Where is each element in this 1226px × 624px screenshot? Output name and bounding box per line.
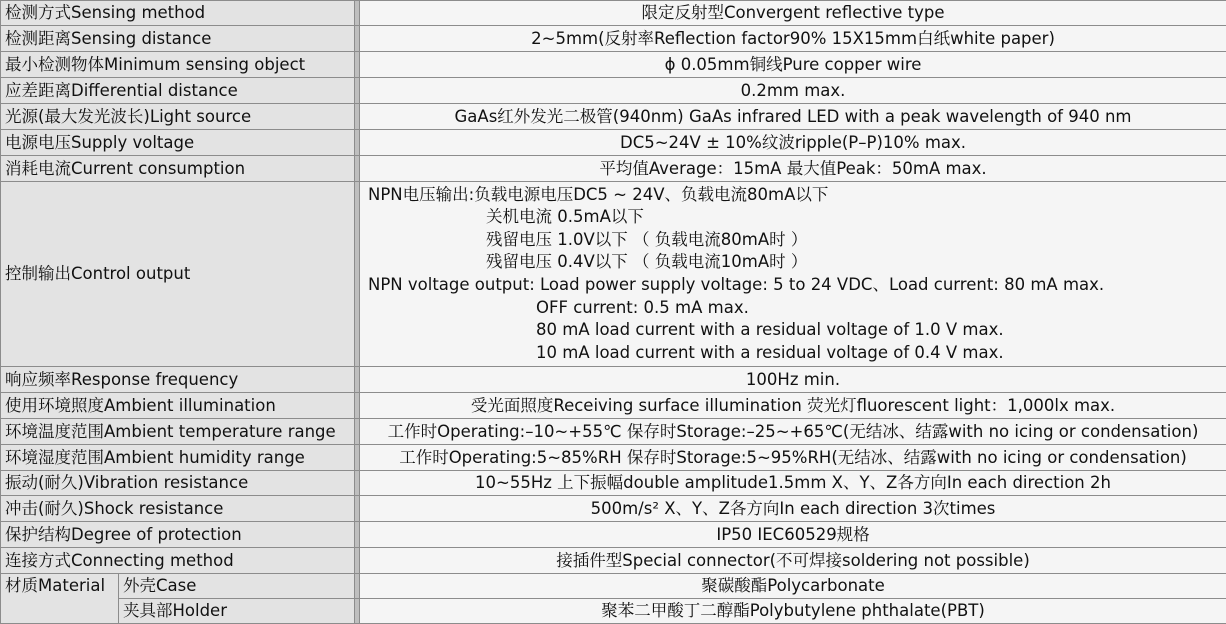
- control-output-line: 关机电流 0.5mA以下: [368, 206, 1222, 229]
- spec-label: 检测距离Sensing distance: [1, 26, 355, 52]
- spec-value: 0.2mm max.: [360, 78, 1226, 104]
- spec-row: [1, 445, 1226, 471]
- spec-value: 平均值Average：15mA 最大值Peak：50mA max.: [360, 156, 1226, 182]
- spec-row: [1, 496, 1226, 522]
- spec-label: 最小检测物体Minimum sensing object: [1, 52, 355, 78]
- spec-value: 工作时Operating:5~85%RH 保存时Storage:5~95%RH(无结冰、结露with no icing or condensation): [360, 445, 1226, 471]
- spec-row: [1, 104, 1226, 130]
- spec-value: ϕ 0.05mm铜线Pure copper wire: [360, 52, 1226, 78]
- material-value: 聚苯二甲酸丁二醇酯Polybutylene phthalate(PBT): [360, 599, 1226, 624]
- control-output-line: 残留电压 0.4V以下 （ 负载电流10mA时 ）: [368, 251, 1222, 274]
- control-output-line: OFF current: 0.5 mA max.: [368, 297, 1222, 320]
- spec-row: [1, 52, 1226, 78]
- spec-value: GaAs红外发光二极管(940nm) GaAs infrared LED with a peak wavelength of 940 nm: [360, 104, 1226, 130]
- control-output-line: 80 mA load current with a residual voltage of 1.0 V max.: [368, 319, 1222, 342]
- spec-row: [1, 419, 1226, 445]
- spec-value: DC5~24V ± 10%纹波ripple(P–P)10% max.: [360, 130, 1226, 156]
- control-output-label: 控制输出Control output: [1, 182, 355, 367]
- control-output-line: 残留电压 1.0V以下 （ 负载电流80mA时 ）: [368, 229, 1222, 252]
- spec-value: 受光面照度Receiving surface illumination 荧光灯fluorescent light：1,000lx max.: [360, 393, 1226, 419]
- material-row: [1, 599, 1226, 624]
- spec-value: 限定反射型Convergent reflective type: [360, 1, 1226, 26]
- spec-row: [1, 471, 1226, 496]
- spec-value: 2~5mm(反射率Reflection factor90% 15X15mm白纸white paper): [360, 26, 1226, 52]
- spec-value: 500m/s² X、Y、Z各方向In each direction 3次times: [360, 496, 1226, 522]
- spec-label: 电源电压Supply voltage: [1, 130, 355, 156]
- material-sub-label: 外壳Case: [119, 574, 355, 599]
- spec-value: 10~55Hz 上下振幅double amplitude1.5mm X、Y、Z各方向In each direction 2h: [360, 471, 1226, 496]
- control-output-line: NPN voltage output: Load power supply voltage: 5 to 24 VDC、Load current: 80 mA max.: [368, 274, 1222, 297]
- material-label: 材质Material: [1, 574, 119, 624]
- spec-label: 振动(耐久)Vibration resistance: [1, 471, 355, 496]
- spec-label: 冲击(耐久)Shock resistance: [1, 496, 355, 522]
- spec-row: [1, 130, 1226, 156]
- material-row: [1, 574, 1226, 599]
- spec-label: 连接方式Connecting method: [1, 548, 355, 574]
- spec-label: 检测方式Sensing method: [1, 1, 355, 26]
- spec-label: 消耗电流Current consumption: [1, 156, 355, 182]
- spec-row: [1, 1, 1226, 26]
- spec-row: [1, 548, 1226, 574]
- spec-value: 接插件型Special connector(不可焊接soldering not possible): [360, 548, 1226, 574]
- spec-label: 光源(最大发光波长)Light source: [1, 104, 355, 130]
- control-output-line: 10 mA load current with a residual voltage of 0.4 V max.: [368, 342, 1222, 365]
- spec-row: [1, 367, 1226, 393]
- spec-row: [1, 522, 1226, 548]
- spec-row: [1, 393, 1226, 419]
- spec-value: IP50 IEC60529规格: [360, 522, 1226, 548]
- spec-row: [1, 156, 1226, 182]
- material-sub-label: 夹具部Holder: [119, 599, 355, 624]
- spec-row: [1, 78, 1226, 104]
- material-value: 聚碳酸酯Polycarbonate: [360, 574, 1226, 599]
- spec-label: 环境温度范围Ambient temperature range: [1, 419, 355, 445]
- spec-label: 保护结构Degree of protection: [1, 522, 355, 548]
- control-output-value: [360, 182, 1226, 367]
- control-output-row: [1, 182, 1226, 367]
- spec-value: 工作时Operating:–10~+55℃ 保存时Storage:–25~+65℃(无结冰、结露with no icing or condensation): [360, 419, 1226, 445]
- spec-label: 环境湿度范围Ambient humidity range: [1, 445, 355, 471]
- spec-label: 应差距离Differential distance: [1, 78, 355, 104]
- control-output-line: NPN电压输出:负载电源电压DC5 ~ 24V、负载电流80mA以下: [368, 184, 1222, 207]
- spec-label: 使用环境照度Ambient illumination: [1, 393, 355, 419]
- spec-label: 响应频率Response frequency: [1, 367, 355, 393]
- spec-row: [1, 26, 1226, 52]
- spec-value: 100Hz min.: [360, 367, 1226, 393]
